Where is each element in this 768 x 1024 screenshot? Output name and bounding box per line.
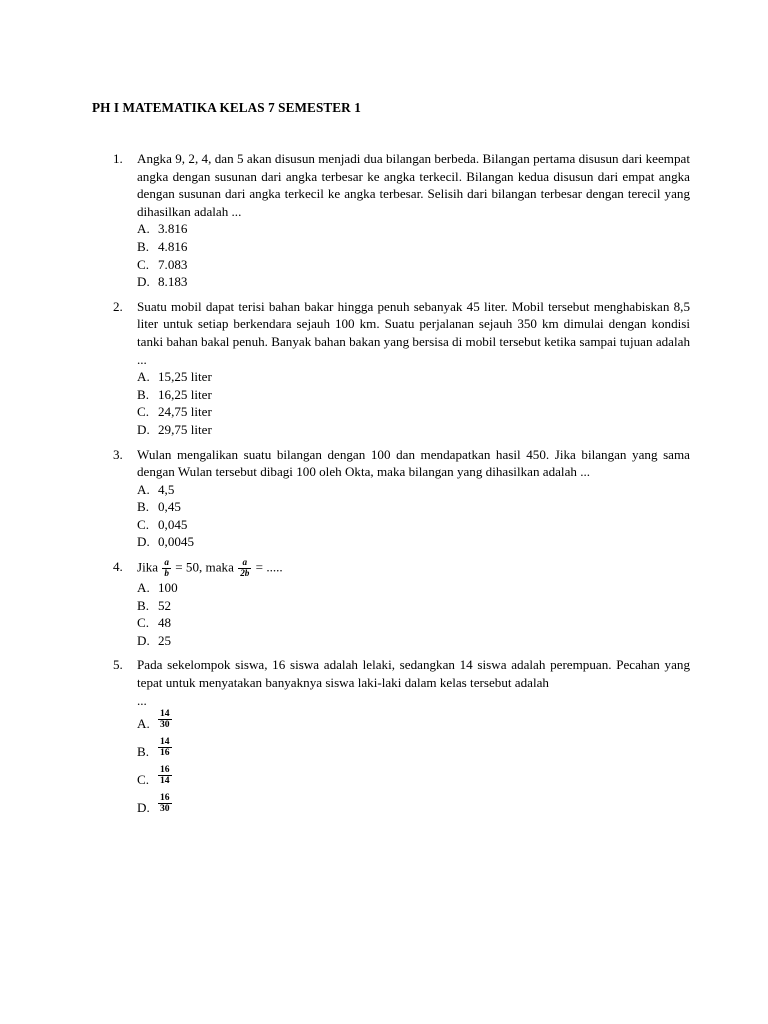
fraction-numerator: 16: [160, 763, 170, 775]
option-letter: A.: [137, 716, 150, 732]
option-letter: B.: [137, 499, 150, 515]
fraction-numerator: 14: [160, 707, 170, 719]
question-4-text: [137, 558, 690, 579]
option-4-d[interactable]: [110, 632, 690, 650]
option-letter: B.: [137, 744, 150, 760]
question-item-2: [110, 298, 690, 439]
option-letter: C.: [137, 516, 150, 532]
question-4-lead: Jika: [137, 559, 159, 575]
option-4-b[interactable]: [110, 597, 690, 615]
question-3-options: [110, 481, 690, 551]
option-1-b[interactable]: [110, 238, 690, 256]
option-value: 3.816: [158, 221, 188, 237]
question-3-body: [110, 446, 690, 481]
option-2-a[interactable]: [110, 368, 690, 386]
option-1-d[interactable]: [110, 273, 690, 291]
question-4-body: [110, 558, 690, 579]
option-letter: D.: [137, 800, 150, 816]
question-5-text: Pada sekelompok siswa, 16 siswa adalah lelaki, sedangkan 14 siswa adalah perempuan. Pecahan yang tepat untuk menyatakan banyaknya siswa laki-laki dalam kelas tersebut adalah: [137, 657, 690, 690]
option-value: 16,25 liter: [158, 386, 212, 402]
option-value: 4.816: [158, 238, 188, 254]
fraction-denominator: 16: [160, 746, 170, 758]
fraction-numerator: 16: [160, 791, 170, 803]
question-item-1: [110, 150, 690, 291]
question-5-text-continued: ...: [137, 692, 147, 708]
option-value: 7.083: [158, 256, 188, 272]
question-5-body: [110, 656, 690, 709]
option-letter: A.: [137, 221, 150, 237]
question-1-text: Angka 9, 2, 4, dan 5 akan disusun menjadi dua bilangan berbeda. Bilangan pertama disusun dari keempat angka dengan susunan dari angka terbesar ke angka terkecil. Bilangan kedua disusun dari empat angka dengan susunan dari angka terkecil ke angka terbesar. Selisih dari bilangan terbesar dengan terecil yang dihasilkan adalah ...: [137, 151, 690, 219]
option-letter: D.: [137, 274, 150, 290]
fraction-numerator: a: [242, 556, 248, 567]
option-1-a[interactable]: [110, 220, 690, 238]
option-letter: B.: [137, 386, 150, 402]
option-fraction: [158, 765, 172, 787]
fraction-a-over-2b: [238, 558, 251, 579]
option-4-c[interactable]: [110, 614, 690, 632]
question-1-number: 1.: [113, 151, 123, 166]
option-4-a[interactable]: [110, 579, 690, 597]
option-3-b[interactable]: [110, 498, 690, 516]
fraction-denominator: 2b: [240, 567, 250, 578]
option-letter: C.: [137, 256, 150, 272]
option-letter: C.: [137, 772, 150, 788]
question-3-text: Wulan mengalikan suatu bilangan dengan 100 dan mendapatkan hasil 450. Jika bilangan yang sama dengan Wulan tersebut dibagi 100 oleh Okta, maka bilangan yang dihasilkan adalah ...: [137, 446, 690, 480]
fraction-denominator: 30: [160, 802, 170, 814]
fraction-numerator: 14: [160, 735, 170, 747]
option-value: 15,25 liter: [158, 369, 212, 385]
option-letter: D.: [137, 534, 150, 550]
option-2-d[interactable]: [110, 421, 690, 439]
question-2-options: [110, 368, 690, 438]
option-value: 25: [158, 632, 172, 648]
option-fraction: [158, 793, 172, 815]
fraction-a-over-b: [162, 558, 171, 579]
question-4-number: 4.: [113, 559, 123, 575]
option-2-c[interactable]: [110, 403, 690, 421]
fraction-denominator: 14: [160, 774, 170, 786]
question-item-3: [110, 446, 690, 552]
question-3-number: 3.: [113, 446, 123, 462]
question-4-tail: = .....: [255, 559, 283, 575]
option-letter: C.: [137, 404, 150, 420]
option-3-a[interactable]: [110, 481, 690, 499]
fraction-denominator: b: [164, 567, 169, 578]
option-fraction: [158, 709, 172, 731]
question-5-options: [110, 709, 690, 821]
option-value: 0,045: [158, 516, 188, 532]
option-letter: A.: [137, 579, 150, 595]
fraction-numerator: a: [164, 556, 169, 567]
option-letter: B.: [137, 597, 150, 613]
question-item-5: [110, 656, 690, 821]
option-5-c[interactable]: [110, 765, 690, 793]
option-2-b[interactable]: [110, 386, 690, 404]
option-value: 24,75 liter: [158, 404, 212, 420]
option-value: 48: [158, 615, 172, 631]
option-value: 52: [158, 597, 172, 613]
option-letter: A.: [137, 369, 150, 385]
option-5-b[interactable]: [110, 737, 690, 765]
page-title: PH I MATEMATIKA KELAS 7 SEMESTER 1: [92, 100, 361, 115]
option-value: 0,0045: [158, 534, 195, 550]
option-value: 29,75 liter: [158, 421, 212, 437]
option-letter: B.: [137, 238, 150, 254]
option-3-c[interactable]: [110, 516, 690, 534]
question-4-options: [110, 579, 690, 649]
question-item-4: [110, 558, 690, 649]
question-1-body: [110, 150, 690, 220]
question-2-body: [110, 298, 690, 368]
option-letter: D.: [137, 421, 150, 437]
question-2-text: Suatu mobil dapat terisi bahan bakar hingga penuh sebanyak 45 liter. Mobil tersebut menghabiskan 8,5 liter untuk setiap berkendara sejauh 100 km. Suatu perjalanan sejauh 350 km dimulai dengan kondisi tanki bahan bakal penuh. Banyak bahan bakan yang bersisa di mobil tersebut ketika sampai tujuan adalah ...: [137, 298, 690, 367]
option-letter: C.: [137, 615, 150, 631]
option-value: 100: [158, 579, 178, 595]
option-value: 0,45: [158, 499, 181, 515]
question-5-number: 5.: [113, 657, 123, 673]
option-value: 4,5: [158, 481, 175, 497]
question-2-number: 2.: [113, 298, 123, 314]
question-list: [110, 150, 690, 828]
question-1-options: [110, 220, 690, 290]
option-5-d[interactable]: [110, 793, 690, 821]
option-fraction: [158, 737, 172, 759]
option-1-c[interactable]: [110, 256, 690, 274]
question-4-middle: = 50, maka: [175, 559, 234, 575]
option-letter: D.: [137, 632, 150, 648]
option-letter: A.: [137, 481, 150, 497]
option-3-d[interactable]: [110, 533, 690, 551]
option-value: 8.183: [158, 274, 188, 290]
option-5-a[interactable]: [110, 709, 690, 737]
fraction-denominator: 30: [160, 718, 170, 730]
